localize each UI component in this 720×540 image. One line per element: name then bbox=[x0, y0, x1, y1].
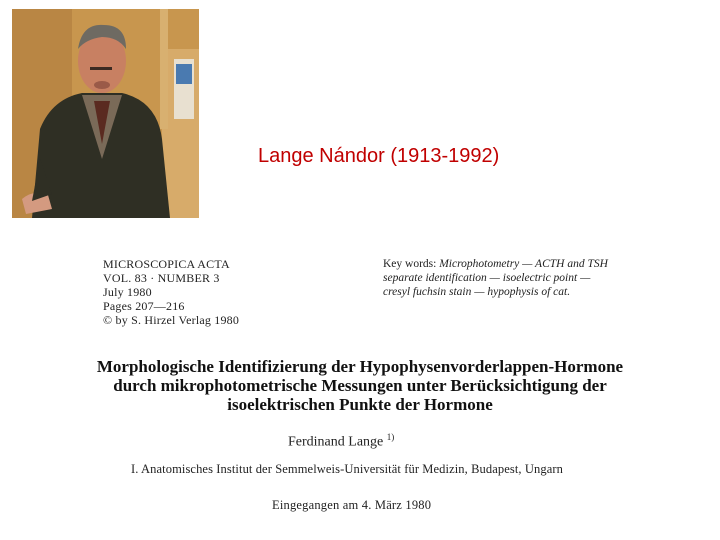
author-name: Ferdinand Lange bbox=[288, 434, 384, 450]
journal-info bbox=[103, 257, 239, 327]
article-title-line-1: Morphologische Identifizierung der Hypophysenvorderlappen-Hormone bbox=[96, 357, 624, 376]
article-title-line-2: durch mikrophotometrische Messungen unter Berücksichtigung der bbox=[113, 376, 607, 395]
journal-copyright: © by S. Hirzel Verlag 1980 bbox=[103, 313, 240, 327]
keywords-label: Key words: bbox=[383, 258, 437, 270]
caption-title: Lange Nándor (1913-1992) bbox=[258, 145, 500, 167]
journal-date: July 1980 bbox=[103, 285, 152, 299]
keywords-text: Microphotometry — ACTH and TSH separate identification — isoelectric point — cresyl fuchsin stain — hypophysis of cat. bbox=[383, 258, 608, 298]
author-footnote-mark: 1) bbox=[386, 432, 395, 442]
institution: I. Anatomisches Institut der Semmelweis-Universität für Medizin, Budapest, Ungarn bbox=[131, 462, 563, 476]
author bbox=[288, 432, 394, 451]
portrait-illustration bbox=[12, 9, 199, 218]
portrait-photo bbox=[12, 9, 199, 218]
keywords-block bbox=[383, 257, 613, 299]
received-date: Eingegangen am 4. März 1980 bbox=[272, 498, 432, 512]
article-title bbox=[95, 357, 625, 414]
journal-pages: Pages 207—216 bbox=[103, 299, 185, 313]
journal-volume: VOL. 83 · NUMBER 3 bbox=[103, 271, 220, 285]
article-title-line-3: isoelektrischen Punkte der Hormone bbox=[227, 395, 493, 414]
journal-name: MICROSCOPICA ACTA bbox=[103, 257, 230, 271]
